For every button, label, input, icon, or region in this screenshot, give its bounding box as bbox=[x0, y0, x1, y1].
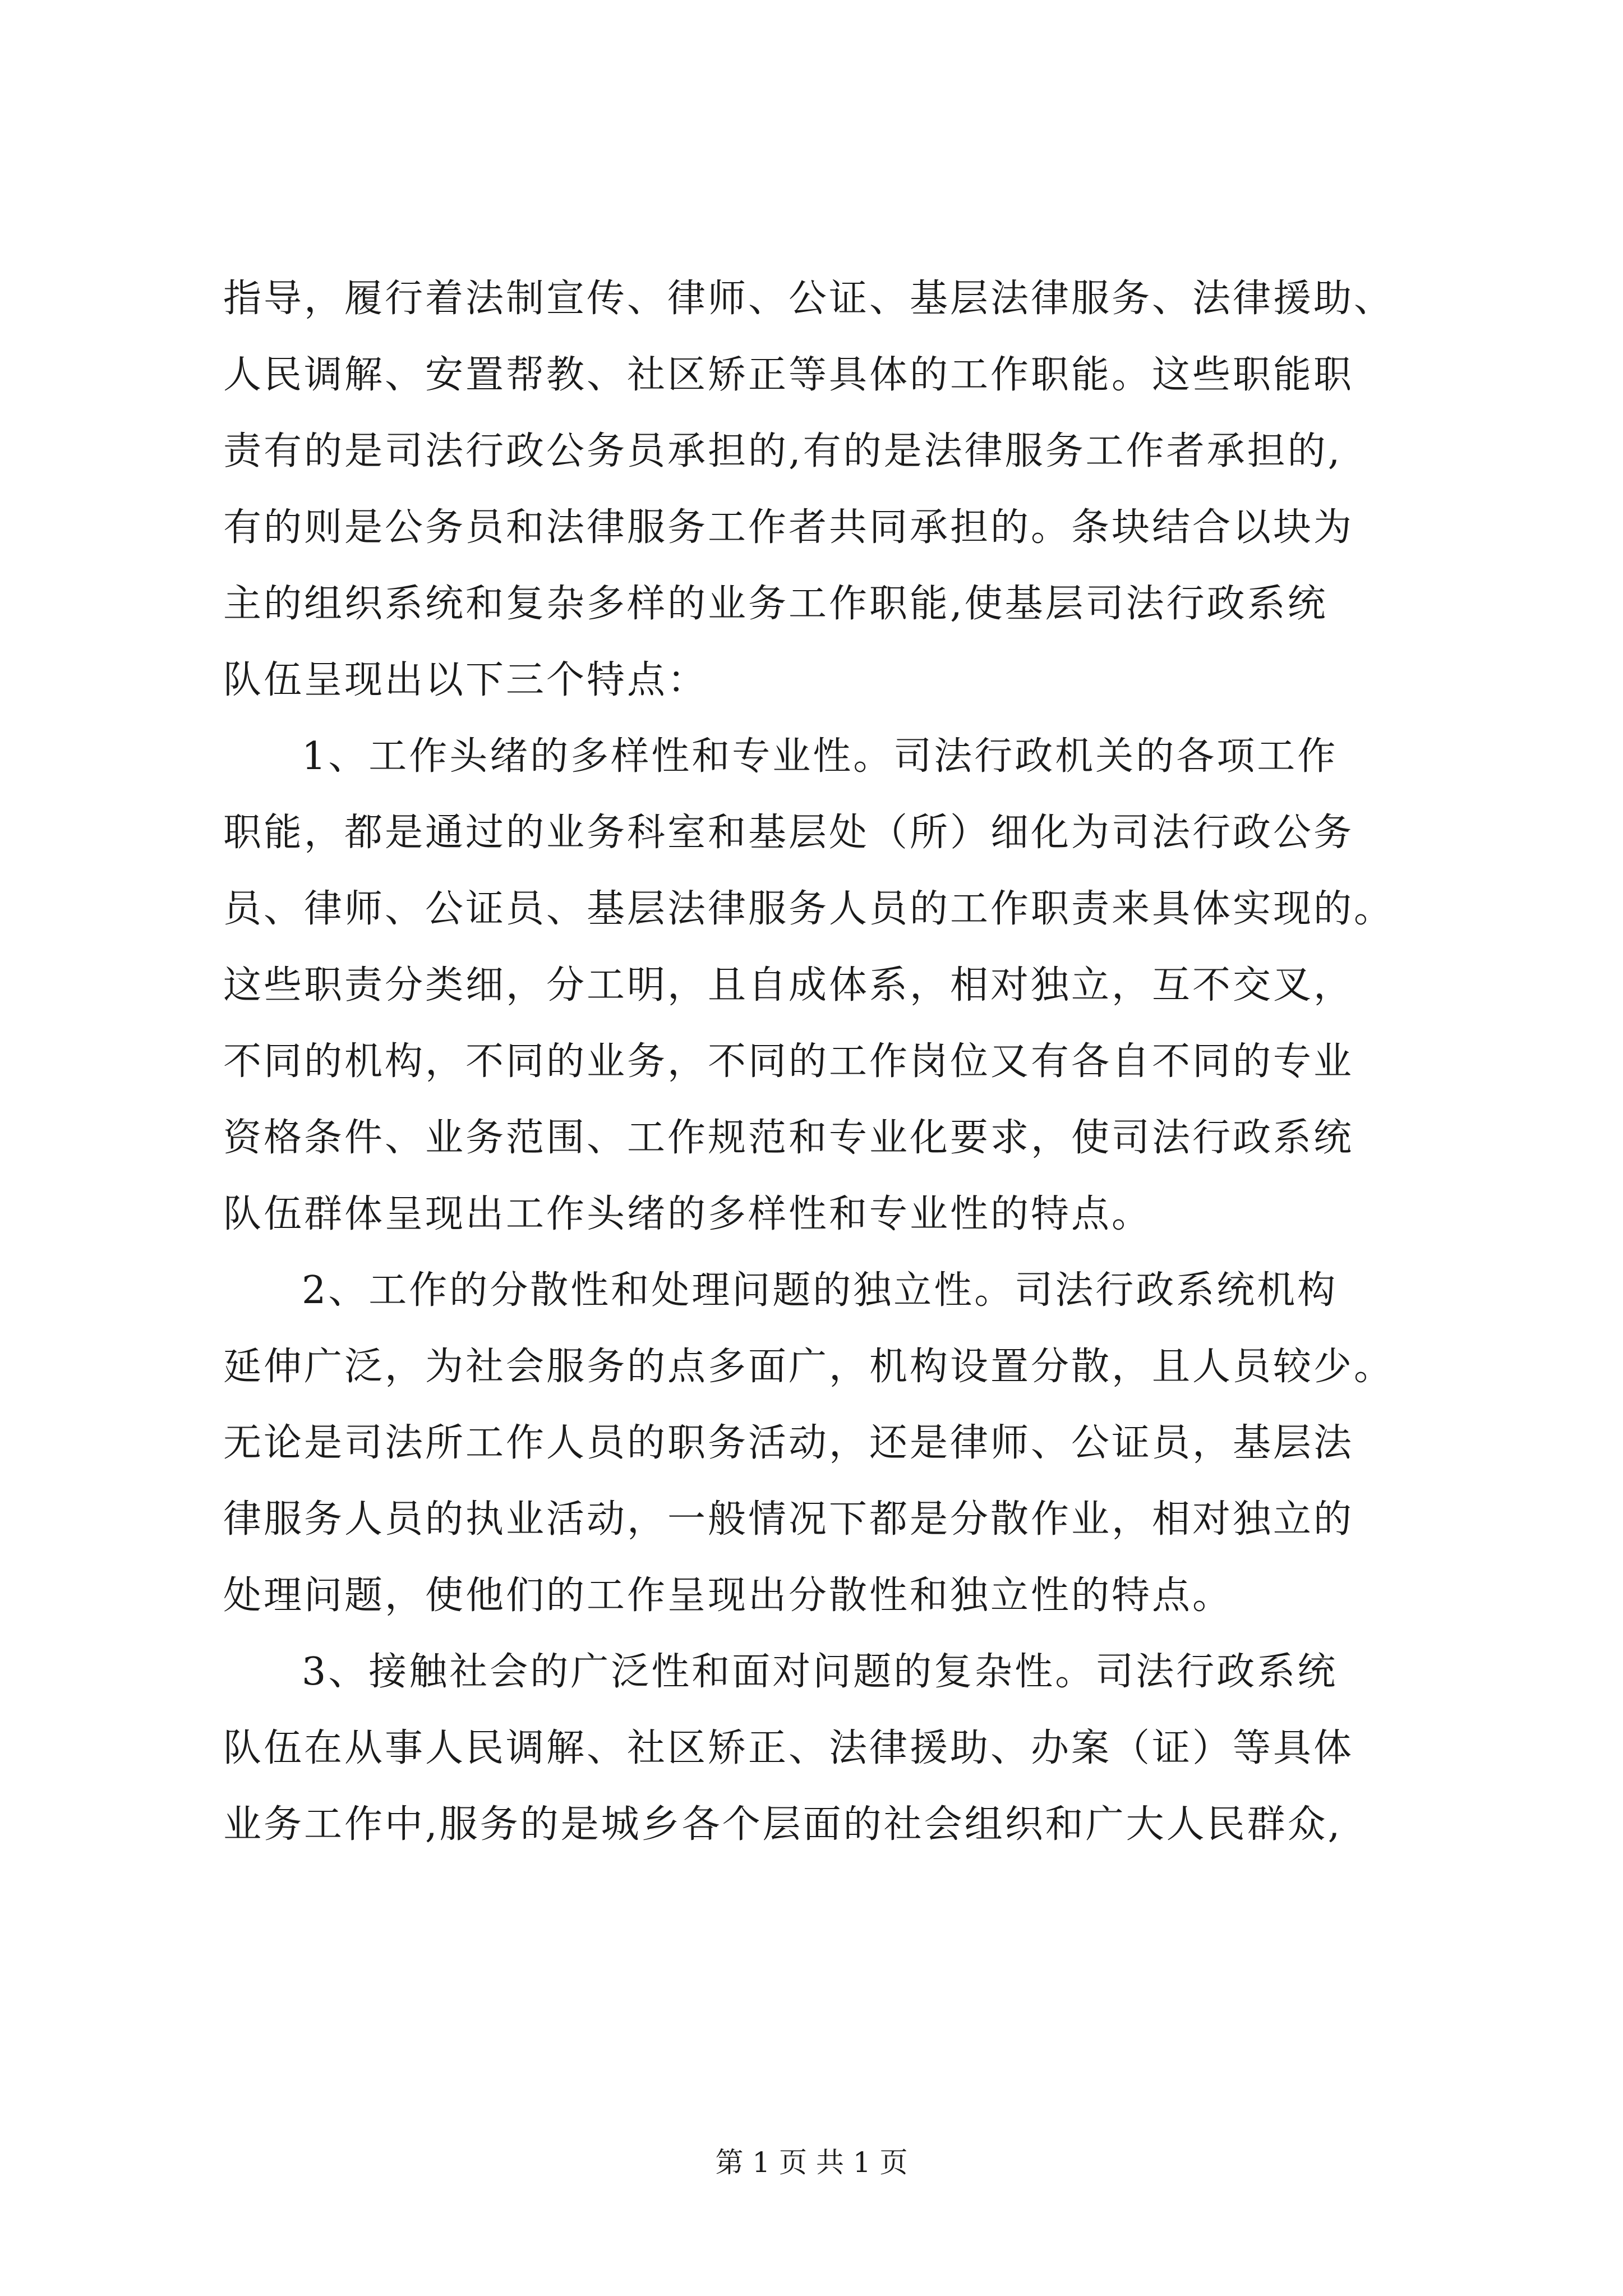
text-line: 处理问题，使他们的工作呈现出分散性和独立性的特点。 bbox=[223, 1573, 1233, 1618]
text-line: 延伸广泛，为社会服务的点多面广，机构设置分散，且人员较少。 bbox=[223, 1345, 1395, 1389]
text-line: 有的则是公务员和法律服务工作者共同承担的。条块结合以块为 bbox=[223, 505, 1354, 550]
text-line: 不同的机构，不同的业务，不同的工作岗位又有各自不同的专业 bbox=[223, 1039, 1354, 1084]
paragraph-heading-3: 3、接触社会的广泛性和面对问题的复杂性。司法行政系统 bbox=[302, 1650, 1338, 1694]
text-line: 队伍群体呈现出工作头绪的多样性和专业性的特点。 bbox=[223, 1192, 1152, 1236]
text-line: 资格条件、业务范围、工作规范和专业化要求，使司法行政系统 bbox=[223, 1116, 1354, 1160]
text-line: 人民调解、安置帮教、社区矫正等具体的工作职能。这些职能职 bbox=[223, 353, 1354, 397]
paragraph-heading-2: 2、工作的分散性和处理问题的独立性。司法行政系统机构 bbox=[302, 1268, 1338, 1313]
text-line: 主的组织系统和复杂多样的业务工作职能,使基层司法行政系统 bbox=[223, 582, 1328, 626]
text-line: 无论是司法所工作人员的职务活动，还是律师、公证员，基层法 bbox=[223, 1421, 1354, 1465]
text-line: 律服务人员的执业活动，一般情况下都是分散作业，相对独立的 bbox=[223, 1497, 1354, 1542]
text-line: 队伍呈现出以下三个特点： bbox=[223, 658, 708, 702]
text-line: 责有的是司法行政公务员承担的,有的是法律服务工作者承担的, bbox=[223, 429, 1343, 473]
text-line: 这些职责分类细，分工明，且自成体系，相对独立，互不交叉， bbox=[223, 963, 1354, 1007]
paragraph-heading-1: 1、工作头绪的多样性和专业性。司法行政机关的各项工作 bbox=[302, 734, 1338, 779]
text-line: 队伍在从事人民调解、社区矫正、法律援助、办案（证）等具体 bbox=[223, 1726, 1354, 1770]
body-text bbox=[223, 261, 1423, 1863]
text-line: 业务工作中,服务的是城乡各个层面的社会组织和广大人民群众, bbox=[223, 1802, 1343, 1847]
text-line: 职能，都是通过的业务科室和基层处（所）细化为司法行政公务 bbox=[223, 811, 1354, 855]
text-line: 员、律师、公证员、基层法律服务人员的工作职责来具体实现的。 bbox=[223, 887, 1395, 931]
page-footer: 第 1 页 共 1 页 bbox=[715, 2146, 908, 2179]
text-line: 指导，履行着法制宣传、律师、公证、基层法律服务、法律援助、 bbox=[223, 277, 1395, 321]
